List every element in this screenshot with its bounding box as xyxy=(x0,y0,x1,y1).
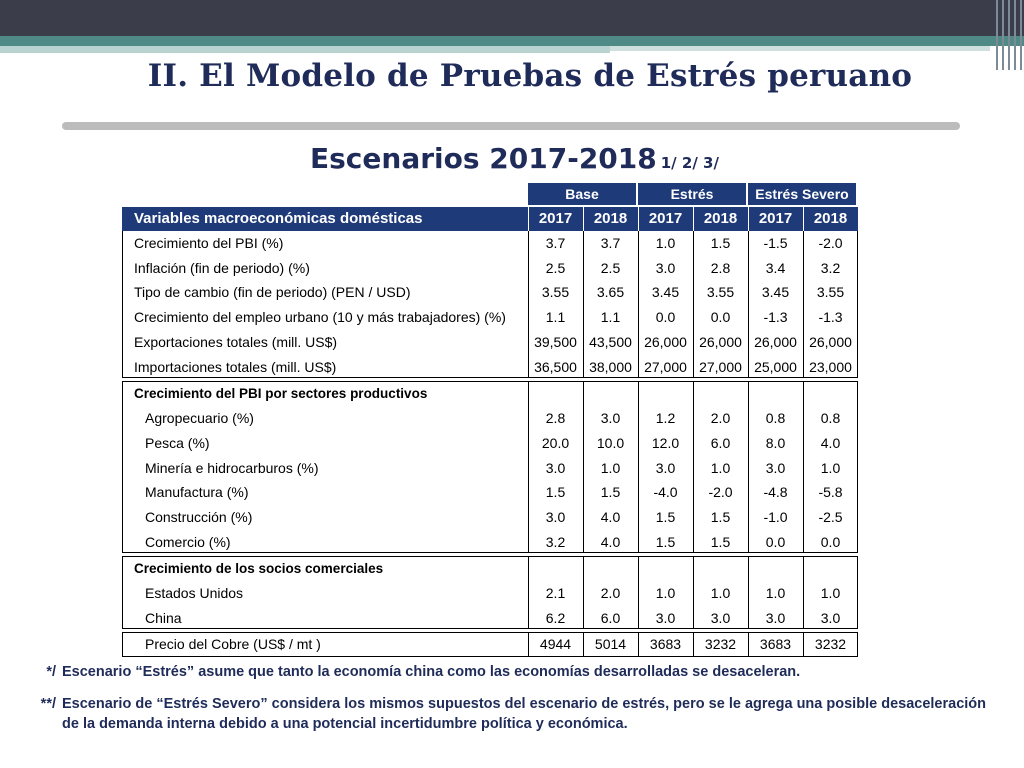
macro-row-value: 1.1 xyxy=(600,309,621,326)
column-line xyxy=(748,381,749,553)
note-mark-2: **/ xyxy=(40,696,56,712)
year-label: 2017 xyxy=(648,210,683,227)
sector-row-label: Manufactura (%) xyxy=(145,484,249,501)
macro-row-value: 3.55 xyxy=(541,284,570,301)
partner-row-value: 2.1 xyxy=(545,585,566,601)
header-label: Variables macroeconómicas domésticas xyxy=(134,210,423,227)
copper-value: 3232 xyxy=(704,636,737,652)
header-separator xyxy=(693,207,694,231)
macro-row-value: 27,000 xyxy=(699,358,742,375)
sector-row-value: 1.0 xyxy=(600,459,621,476)
partner-row-value: 1.0 xyxy=(655,585,676,601)
macro-row-value: 38,000 xyxy=(589,358,632,375)
sector-row-value: 1.5 xyxy=(655,534,676,550)
partner-row-value: 2.0 xyxy=(600,585,621,601)
column-line xyxy=(748,556,749,629)
macro-row-value: 43,500 xyxy=(589,333,632,350)
year-label: 2017 xyxy=(538,210,573,227)
partner-row-value: 3.0 xyxy=(820,610,841,626)
sector-row-value: -1.0 xyxy=(763,509,788,526)
sector-row-value: 1.5 xyxy=(710,509,731,526)
sector-row-value: 1.0 xyxy=(820,459,841,476)
macro-row-label: Inflación (fin de periodo) (%) xyxy=(134,259,310,276)
partner-row-value: 1.0 xyxy=(820,585,841,601)
top-band-light-right xyxy=(610,46,990,51)
copper-label: Precio del Cobre (US$ / mt ) xyxy=(145,636,321,652)
partner-row-label: China xyxy=(145,610,182,626)
slide-title: II. El Modelo de Pruebas de Estrés peruano xyxy=(147,58,913,94)
sector-row-value: 20.0 xyxy=(541,434,570,451)
macro-row-value: 3.45 xyxy=(651,284,680,301)
scenario-header: Estrés xyxy=(638,183,746,205)
macro-row-value: -1.3 xyxy=(818,309,843,326)
scenario-header: Estrés Severo xyxy=(748,183,856,205)
macro-row-value: 25,000 xyxy=(754,358,797,375)
header-separator xyxy=(638,207,639,231)
sector-row-value: 6.0 xyxy=(710,434,731,451)
partner-row-value: 6.0 xyxy=(600,610,621,626)
column-line xyxy=(638,231,639,378)
sector-row-value: 1.5 xyxy=(710,534,731,550)
column-line xyxy=(528,381,529,553)
column-line xyxy=(748,632,749,657)
macro-row-value: 3.2 xyxy=(820,259,841,276)
sector-row-value: 3.0 xyxy=(765,459,786,476)
macro-row-value: 27,000 xyxy=(644,358,687,375)
year-label: 2018 xyxy=(593,210,628,227)
sector-row-value: 3.0 xyxy=(600,410,621,426)
sector-row-value: 4.0 xyxy=(600,534,621,550)
column-line xyxy=(638,556,639,629)
sector-row-value: 1.5 xyxy=(545,484,566,501)
sector-row-value: 2.8 xyxy=(545,410,566,426)
column-line xyxy=(693,231,694,378)
macro-row-value: 3.65 xyxy=(596,284,625,301)
sector-row-label: Pesca (%) xyxy=(145,434,210,451)
macro-row-value: 23,000 xyxy=(809,358,852,375)
copper-value: 4944 xyxy=(539,636,572,652)
macro-row-value: 1.5 xyxy=(710,235,731,251)
year-label: 2018 xyxy=(813,210,848,227)
macro-row-value: 3.7 xyxy=(545,235,566,251)
sector-row-value: -2.0 xyxy=(708,484,733,501)
sector-row-value: 3.2 xyxy=(545,534,566,550)
macro-row-label: Crecimiento del empleo urbano (10 y más trabajadores) (%) xyxy=(134,309,506,326)
sector-row-value: -2.5 xyxy=(818,509,843,526)
partner-row-value: 3.0 xyxy=(655,610,676,626)
sector-row-value: 4.0 xyxy=(600,509,621,526)
macro-row-value: 3.55 xyxy=(706,284,735,301)
top-band-light xyxy=(0,46,610,53)
column-line xyxy=(803,632,804,657)
macro-row-value: 3.7 xyxy=(600,235,621,251)
note-text-2: Escenario de “Estrés Severo” considera los mismos supuestos del escenario de estrés, pero se le agrega una posible desaceleración de la demanda interna debido a una potencial incertidumbre política y económica. xyxy=(62,696,986,732)
column-line xyxy=(583,381,584,553)
sector-row-value: 3.0 xyxy=(545,459,566,476)
year-label: 2017 xyxy=(758,210,793,227)
column-line xyxy=(693,556,694,629)
partner-row-value: 1.0 xyxy=(765,585,786,601)
header-separator xyxy=(748,207,749,231)
sector-row-value: 1.5 xyxy=(655,509,676,526)
column-line xyxy=(638,632,639,657)
sector-row-value: 1.0 xyxy=(710,459,731,476)
macro-row-value: -1.5 xyxy=(763,235,788,251)
sector-row-value: 0.8 xyxy=(765,410,786,426)
sector-row-value: -5.8 xyxy=(818,484,843,501)
column-line xyxy=(583,556,584,629)
partner-row-value: 1.0 xyxy=(710,585,731,601)
macro-row-label: Crecimiento del PBI (%) xyxy=(134,235,284,251)
column-line xyxy=(693,381,694,553)
macro-row-value: -1.3 xyxy=(763,309,788,326)
sector-row-value: 0.0 xyxy=(765,534,786,550)
title-divider xyxy=(62,122,960,130)
macro-row-value: 2.8 xyxy=(710,259,731,276)
note-mark-1: */ xyxy=(46,664,56,680)
macro-row-value: 0.0 xyxy=(655,309,676,326)
macro-row-value: 1.0 xyxy=(655,235,676,251)
header-separator xyxy=(528,207,529,231)
sector-row-label: Construcción (%) xyxy=(145,509,253,526)
column-line xyxy=(693,632,694,657)
copper-value: 3683 xyxy=(649,636,682,652)
macro-row-value: 39,500 xyxy=(534,333,577,350)
macro-row-value: 2.5 xyxy=(600,259,621,276)
column-line xyxy=(583,231,584,378)
partner-row-value: 3.0 xyxy=(765,610,786,626)
sector-row-value: 10.0 xyxy=(596,434,625,451)
column-line xyxy=(803,231,804,378)
macro-row-value: 26,000 xyxy=(644,333,687,350)
macro-row-value: 3.0 xyxy=(655,259,676,276)
macro-row-value: 0.0 xyxy=(710,309,731,326)
sector-row-value: 8.0 xyxy=(765,434,786,451)
sector-title: Crecimiento del PBI por sectores productivos xyxy=(134,386,428,401)
header-separator xyxy=(583,207,584,231)
macro-row-value: 3.4 xyxy=(765,259,786,276)
sector-row-label: Minería e hidrocarburos (%) xyxy=(145,459,319,476)
column-line xyxy=(803,381,804,553)
subtitle-text: Escenarios 2017-2018 xyxy=(310,142,657,175)
subtitle-footnotes: 1/ 2/ 3/ xyxy=(660,154,719,172)
partners-title: Crecimiento de los socios comerciales xyxy=(134,561,384,576)
scenario-header: Base xyxy=(528,183,636,205)
sector-row-value: 3.0 xyxy=(655,459,676,476)
copper-value: 3683 xyxy=(759,636,792,652)
macro-row-label: Importaciones totales (mill. US$) xyxy=(134,358,337,375)
sector-row-value: 2.0 xyxy=(710,410,731,426)
column-line xyxy=(528,632,529,657)
top-band-teal xyxy=(0,36,1024,46)
macro-row-value: 26,000 xyxy=(699,333,742,350)
sector-row-value: -4.8 xyxy=(763,484,788,501)
copper-value: 3232 xyxy=(814,636,847,652)
column-line xyxy=(528,231,529,378)
macro-row-label: Exportaciones totales (mill. US$) xyxy=(134,333,338,350)
macro-row-value: 26,000 xyxy=(754,333,797,350)
sector-row-value: 0.0 xyxy=(820,534,841,550)
partner-row-value: 6.2 xyxy=(545,610,566,626)
table-subtitle xyxy=(310,142,719,175)
sector-row-value: -4.0 xyxy=(653,484,678,501)
header-separator xyxy=(803,207,804,231)
column-line xyxy=(583,632,584,657)
macro-row-value: 36,500 xyxy=(534,358,577,375)
macro-row-value: 1.1 xyxy=(545,309,566,326)
macro-row-value: 26,000 xyxy=(809,333,852,350)
macro-row-value: 3.45 xyxy=(761,284,790,301)
sector-row-label: Agropecuario (%) xyxy=(145,410,254,426)
note-text-1: Escenario “Estrés” asume que tanto la economía china como las economías desarrolladas se desaceleran. xyxy=(62,664,801,680)
copper-value: 5014 xyxy=(594,636,627,652)
macro-row-value: 3.55 xyxy=(816,284,845,301)
sector-row-label: Comercio (%) xyxy=(145,534,231,550)
sector-row-value: 1.5 xyxy=(600,484,621,501)
year-label: 2018 xyxy=(703,210,738,227)
sector-row-value: 4.0 xyxy=(820,434,841,451)
macro-row-value: -2.0 xyxy=(818,235,843,251)
column-line xyxy=(638,381,639,553)
top-band-dark xyxy=(0,0,1024,36)
sector-row-value: 1.2 xyxy=(655,410,676,426)
sector-row-value: 3.0 xyxy=(545,509,566,526)
partner-row-label: Estados Unidos xyxy=(145,585,244,601)
sector-row-value: 12.0 xyxy=(651,434,680,451)
macro-row-value: 2.5 xyxy=(545,259,566,276)
column-line xyxy=(803,556,804,629)
column-line xyxy=(748,231,749,378)
partner-row-value: 3.0 xyxy=(710,610,731,626)
column-line xyxy=(528,556,529,629)
sector-row-value: 0.8 xyxy=(820,410,841,426)
macro-row-label: Tipo de cambio (fin de periodo) (PEN / USD) xyxy=(134,284,411,301)
